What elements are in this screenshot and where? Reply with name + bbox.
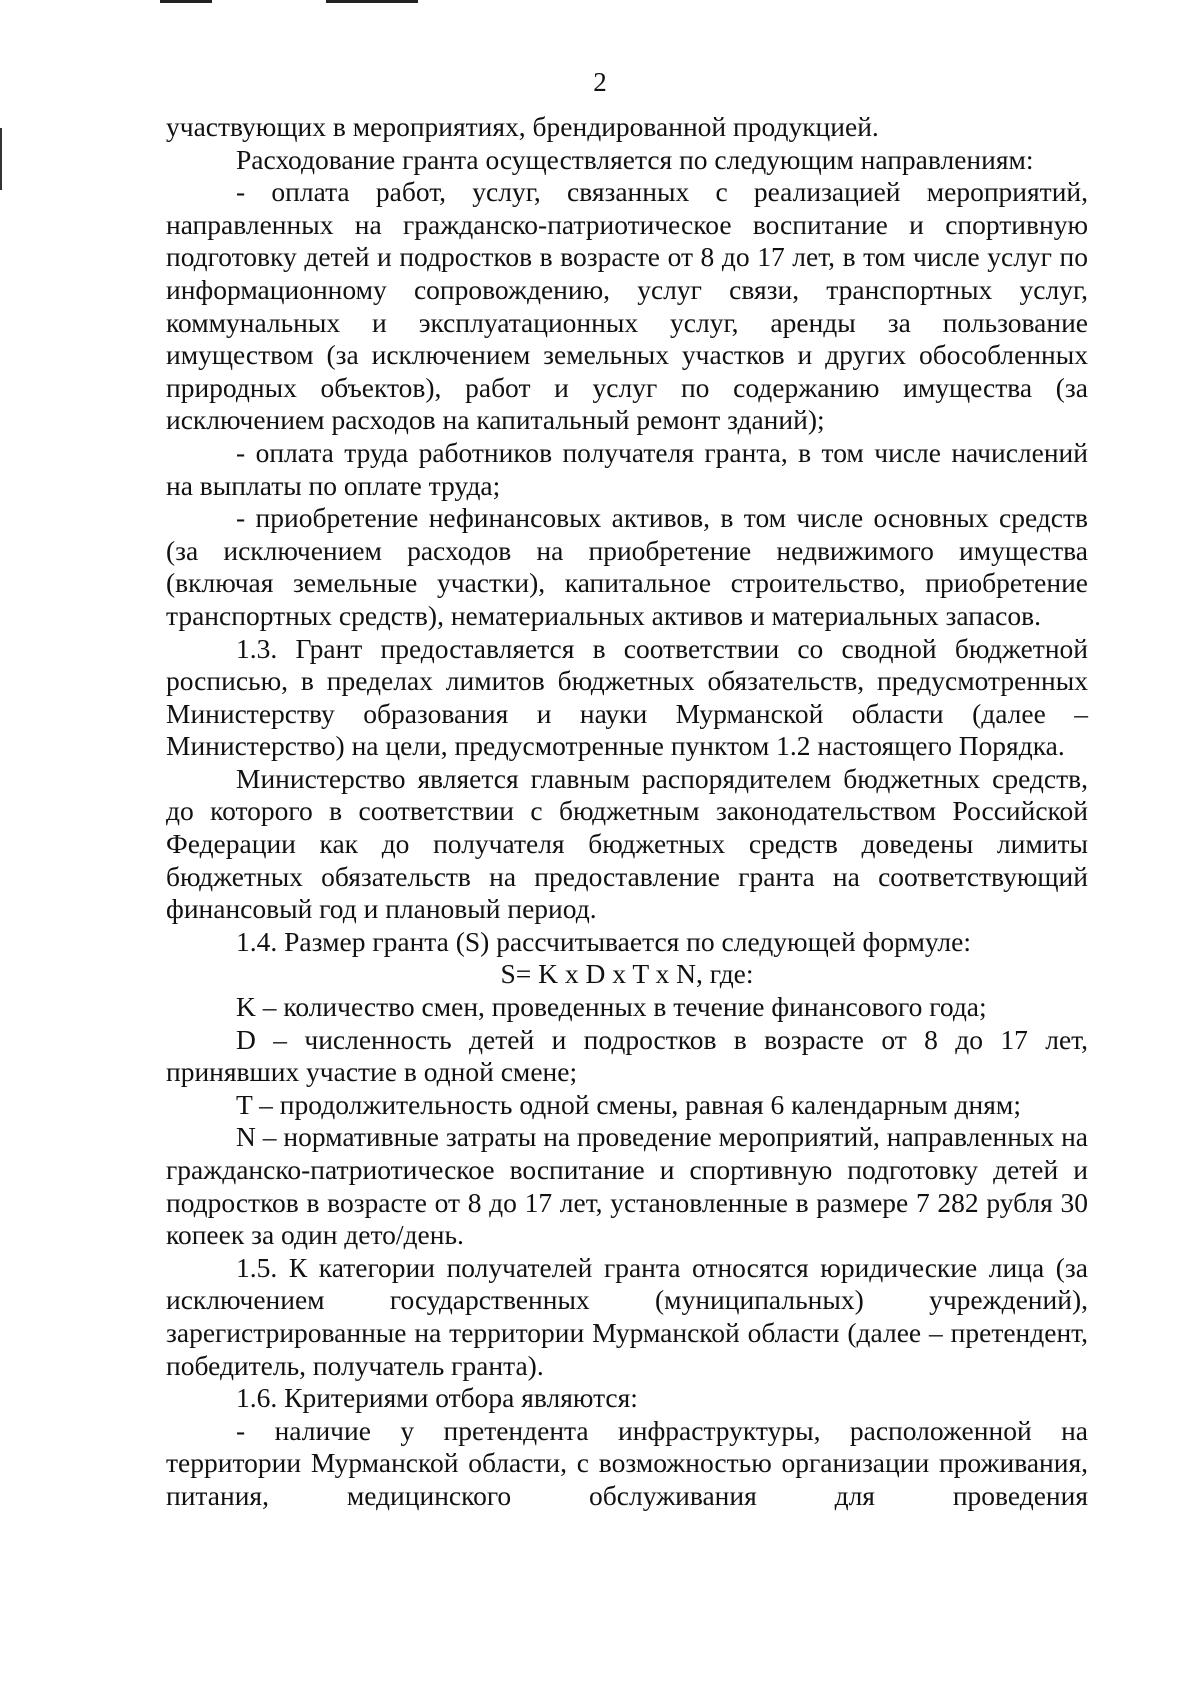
formula-term-d: D – численность детей и подростков в возрасте от 8 до 17 лет, принявших участие в одной смене;: [166, 1023, 1088, 1088]
formula: S= K x D x T x N, где:: [500, 958, 754, 990]
scan-artifact-top-left: [160, 0, 212, 3]
formula-term-n: N – нормативные затраты на проведение мероприятий, направленных на гражданско-патриотическое воспитание и спортивную подготовку детей и подростков в возрасте от 8 до 17 лет, установленные в размере 7 282 рубля 30 копеек за один дето/день.: [166, 1121, 1088, 1251]
list-item-infrastructure: - наличие у претендента инфраструктуры, расположенной на территории Мурманской области, с возможностью организации проживания, питания, медицинского обслуживания для проведения: [166, 1414, 1088, 1511]
paragraph-grant-spending: Расходование гранта осуществляется по следующим направлениям:: [236, 143, 1034, 175]
formula-term-t: T – продолжительность одной смены, равная 6 календарным дням;: [236, 1088, 1021, 1120]
paragraph-1-6: 1.6. Критериями отбора являются:: [236, 1382, 638, 1414]
formula-term-k: K – количество смен, проведенных в течение финансового года;: [236, 991, 987, 1023]
document-body: [166, 111, 1088, 1513]
paragraph-ministry: Министерство является главным распорядителем бюджетных средств, до которого в соответствии с бюджетным законодательством Российской Федерации как до получателя бюджетных средств доведены лимиты бюджетных обязательств на предоставление гранта на соответствующий финансовый год и плановый период.: [166, 762, 1088, 925]
list-item-assets: - приобретение нефинансовых активов, в том числе основных средств (за исключением расходов на приобретение недвижимого имущества (включая земельные участки), капитальное строительство, приобретение транспортных средств), нематериальных активов и материальных запасов.: [166, 502, 1088, 631]
scan-artifact-top-middle: [326, 0, 418, 3]
list-item-labor: - оплата труда работников получателя гранта, в том числе начислений на выплаты по оплате труда;: [166, 436, 1088, 501]
list-item-services: - оплата работ, услуг, связанных с реализацией мероприятий, направленных на гражданско-патриотическое воспитание и спортивную подготовку детей и подростков в возрасте от 8 до 17 лет, в том числе услуг по информационному сопровождению, услуг связи, транспортных услуг, коммунальных и эксплуатационных услуг, аренды за пользование имуществом (за исключением земельных участков и других обособленных природных объектов), работ и услуг по содержанию имущества (за исключением расходов на капитальный ремонт зданий);: [166, 176, 1088, 436]
paragraph-1-5: 1.5. К категории получателей гранта относятся юридические лица (за исключением государственных (муниципальных) учреждений), зарегистрированные на территории Мурманской области (далее – претендент, победитель, получатель гранта).: [166, 1251, 1088, 1381]
paragraph-1-3: 1.3. Грант предоставляется в соответствии со сводной бюджетной росписью, в пределах лимитов бюджетных обязательств, предусмотренных Министерству образования и науки Мурманской области (далее – Министерство) на цели, предусмотренные пунктом 1.2 настоящего Порядка.: [166, 632, 1088, 762]
paragraph-continuation: участвующих в мероприятиях, брендированной продукцией.: [166, 111, 879, 142]
paragraph-1-4: 1.4. Размер гранта (S) рассчитывается по следующей формуле:: [236, 925, 971, 957]
page-number: 2: [593, 67, 607, 97]
scan-artifact-left-edge: [0, 128, 2, 190]
